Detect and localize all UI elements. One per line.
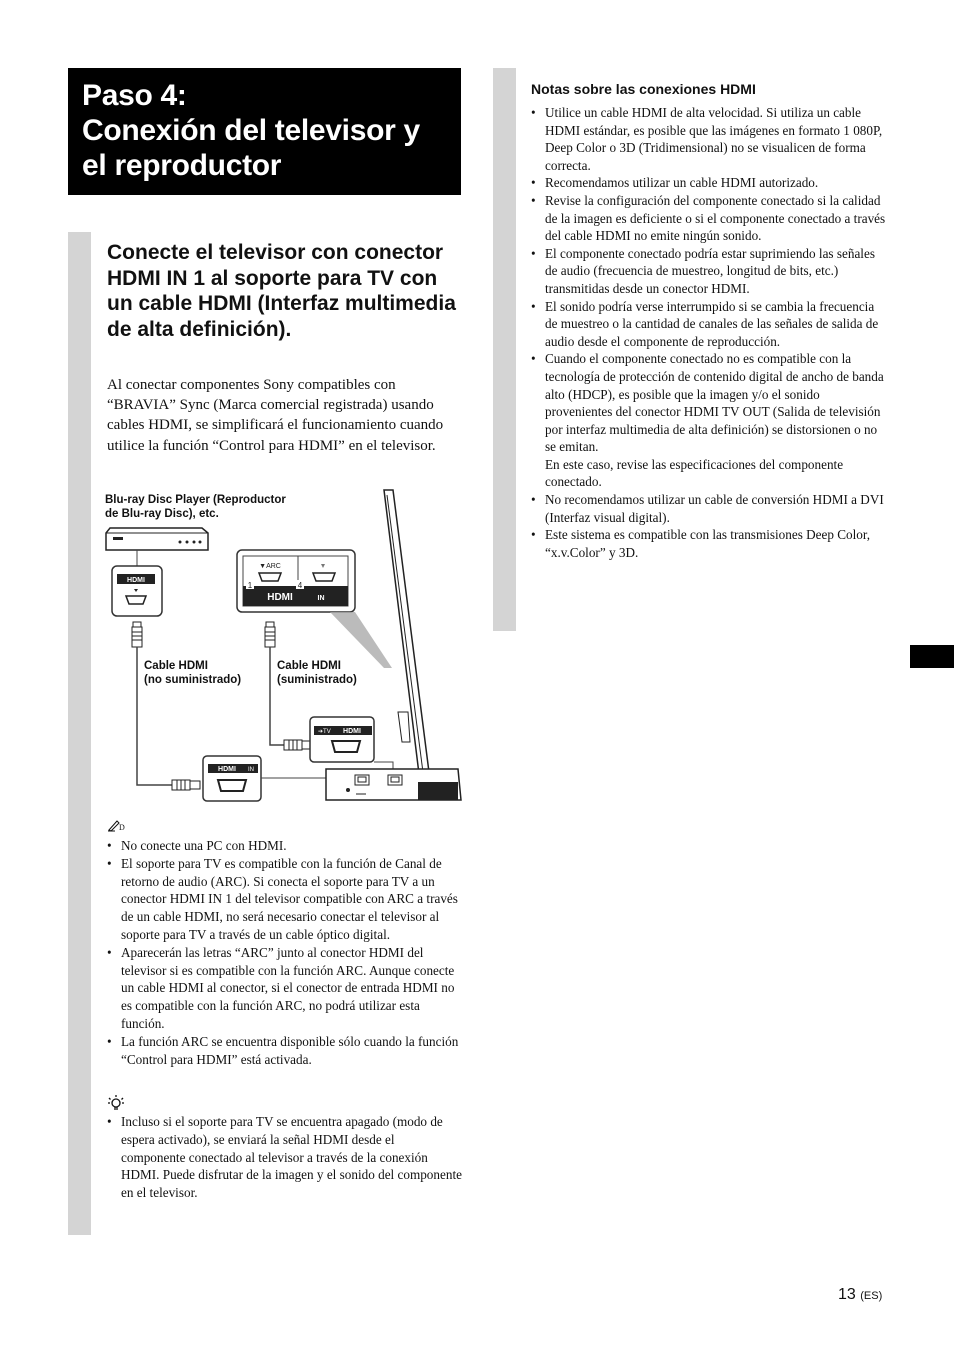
player-hdmi-logo: HDMI — [127, 577, 145, 584]
tips-list — [107, 1113, 462, 1202]
tv-hdmi-logo: HDMI — [267, 592, 293, 603]
lightbulb-tip-icon — [107, 1094, 125, 1112]
page-number-suffix: (ES) — [860, 1290, 883, 1302]
tv-in-label: IN — [317, 595, 325, 602]
connection-diagram — [95, 485, 465, 810]
list-item: • No recomendamos utilizar un cable de conversión HDMI a DVI (Interfaz visual digital). — [531, 491, 888, 526]
list-item: • El soporte para TV es compatible con la función de Canal de retorno de audio (ARC). Si conecta el soporte para TV a un conector HDMI IN 1 del televisor compatible con ARC a través de un cable HDMI, no será necesario conectar el televisor al soporte para TV a través de un cable óptico digital. — [107, 855, 462, 944]
cable-1-line-2: (no suministrado) — [144, 674, 242, 686]
section-tab-marker — [910, 645, 954, 668]
pencil-note-icon — [107, 818, 127, 832]
notes-list — [107, 837, 462, 1068]
stand-in-label: IN — [248, 767, 254, 773]
page-number-value: 13 — [838, 1286, 856, 1303]
list-item: • El componente conectado podría estar suprimiendo las señales de audio (frecuencia de muestreo, longitud de bits, etc.) transmitidas desde un conector HDMI. — [531, 245, 888, 298]
title-line-3: el reproductor — [82, 149, 282, 182]
page-number — [838, 1286, 882, 1304]
list-item: • No conecte una PC con HDMI. — [107, 837, 462, 855]
list-item: • Aparecerán las letras “ARC” junto al conector HDMI del televisor si es compatible con la función ARC. Aunque conecte un cable HDMI al conector, si el conector de entrada HDMI no es compatible con la función ARC, no podrá utilizar esta función. — [107, 944, 462, 1033]
list-item: • La función ARC se encuentra disponible sólo cuando la función “Control para HDMI” está activada. — [107, 1033, 462, 1069]
title-line-1: Paso 4: — [82, 79, 187, 112]
stand-tv-out-panel — [310, 717, 374, 762]
stand-out-hdmi-logo: HDMI — [343, 728, 361, 735]
list-item: • Incluso si el soporte para TV se encuentra apagado (modo de espera activado), se enviará la señal HDMI desde el componente conectado al televisor a través de la conexión HDMI. Puede disfrutar de la imagen y el sonido del componente en el televisor. — [107, 1113, 462, 1202]
player-hdmi-panel — [112, 566, 162, 616]
list-item: • Utilice un cable HDMI de alta velocidad. Si utiliza un cable HDMI estándar, es posible que las imágenes en formato 1 080P, Deep Color o 3D (Tridimensional) no se visualicen de forma correcta. — [531, 104, 888, 174]
right-column-bar — [493, 68, 516, 631]
list-item: • Este sistema es compatible con las transmisiones Deep Color, “x.v.Color” y 3D. — [531, 526, 888, 561]
cable-2-line-2: (suministrado) — [277, 674, 357, 686]
intro-paragraph: Al conectar componentes Sony compatibles con “BRAVIA” Sync (Marca comercial registrada) usando cables HDMI, se simplificará el funcionamiento cuando utilice la función “Control para HDMI” en el televisor. — [107, 377, 444, 454]
port-1-label: 1 — [247, 581, 253, 590]
page-title — [68, 68, 461, 195]
player-label-line-2: de Blu-ray Disc), etc. — [105, 508, 219, 520]
stand-in-hdmi-logo: HDMI — [218, 766, 236, 773]
title-line-2: Conexión del televisor y — [82, 114, 420, 147]
hdmi-notes-list — [531, 104, 888, 561]
stand-hdmi-in-panel — [203, 756, 261, 801]
arc-label: ▼ARC — [259, 563, 281, 570]
cable-1-line-1: Cable HDMI — [144, 660, 208, 672]
tv-out-label: ➔TV — [318, 729, 331, 735]
cable-2-line-1: Cable HDMI — [277, 660, 341, 672]
left-margin-bar — [68, 232, 91, 1235]
player-label-line-1: Blu-ray Disc Player (Reproductor — [105, 494, 286, 506]
list-item: • Revise la configuración del componente conectado si la calidad de la imagen es deficiente o si el componente conectado a través del cable HDMI no emite ningún sonido. — [531, 192, 888, 245]
svg-text:D: D — [119, 823, 125, 832]
list-item: • Cuando el componente conectado no es compatible con la tecnología de protección de contenido digital de ancho de banda alto (HDCP), es posible que la imagen y/o el sonido provenientes del conector HDMI TV OUT (Salida de televisión por interfaz multimedia de alta definición) se distorsionen o no se emitan. En este caso, revise las especificaciones del componente conectado. — [531, 350, 888, 491]
tv-hdmi-panel — [237, 550, 355, 612]
bluray-player-drawing — [106, 528, 208, 550]
hdmi-notes-heading: Notas sobre las conexiones HDMI — [531, 81, 756, 97]
list-item: • El sonido podría verse interrumpido si se cambia la frecuencia de muestreo o la cantidad de canales de las señales de salida de audio desde el componente de reproducción. — [531, 298, 888, 351]
list-item: • Recomendamos utilizar un cable HDMI autorizado. — [531, 174, 888, 192]
port-4-label: 4 — [297, 581, 303, 590]
step-heading: Conecte el televisor con conector HDMI IN 1 al soporte para TV con un cable HDMI (Interfaz multimedia de alta definición). — [107, 241, 456, 341]
